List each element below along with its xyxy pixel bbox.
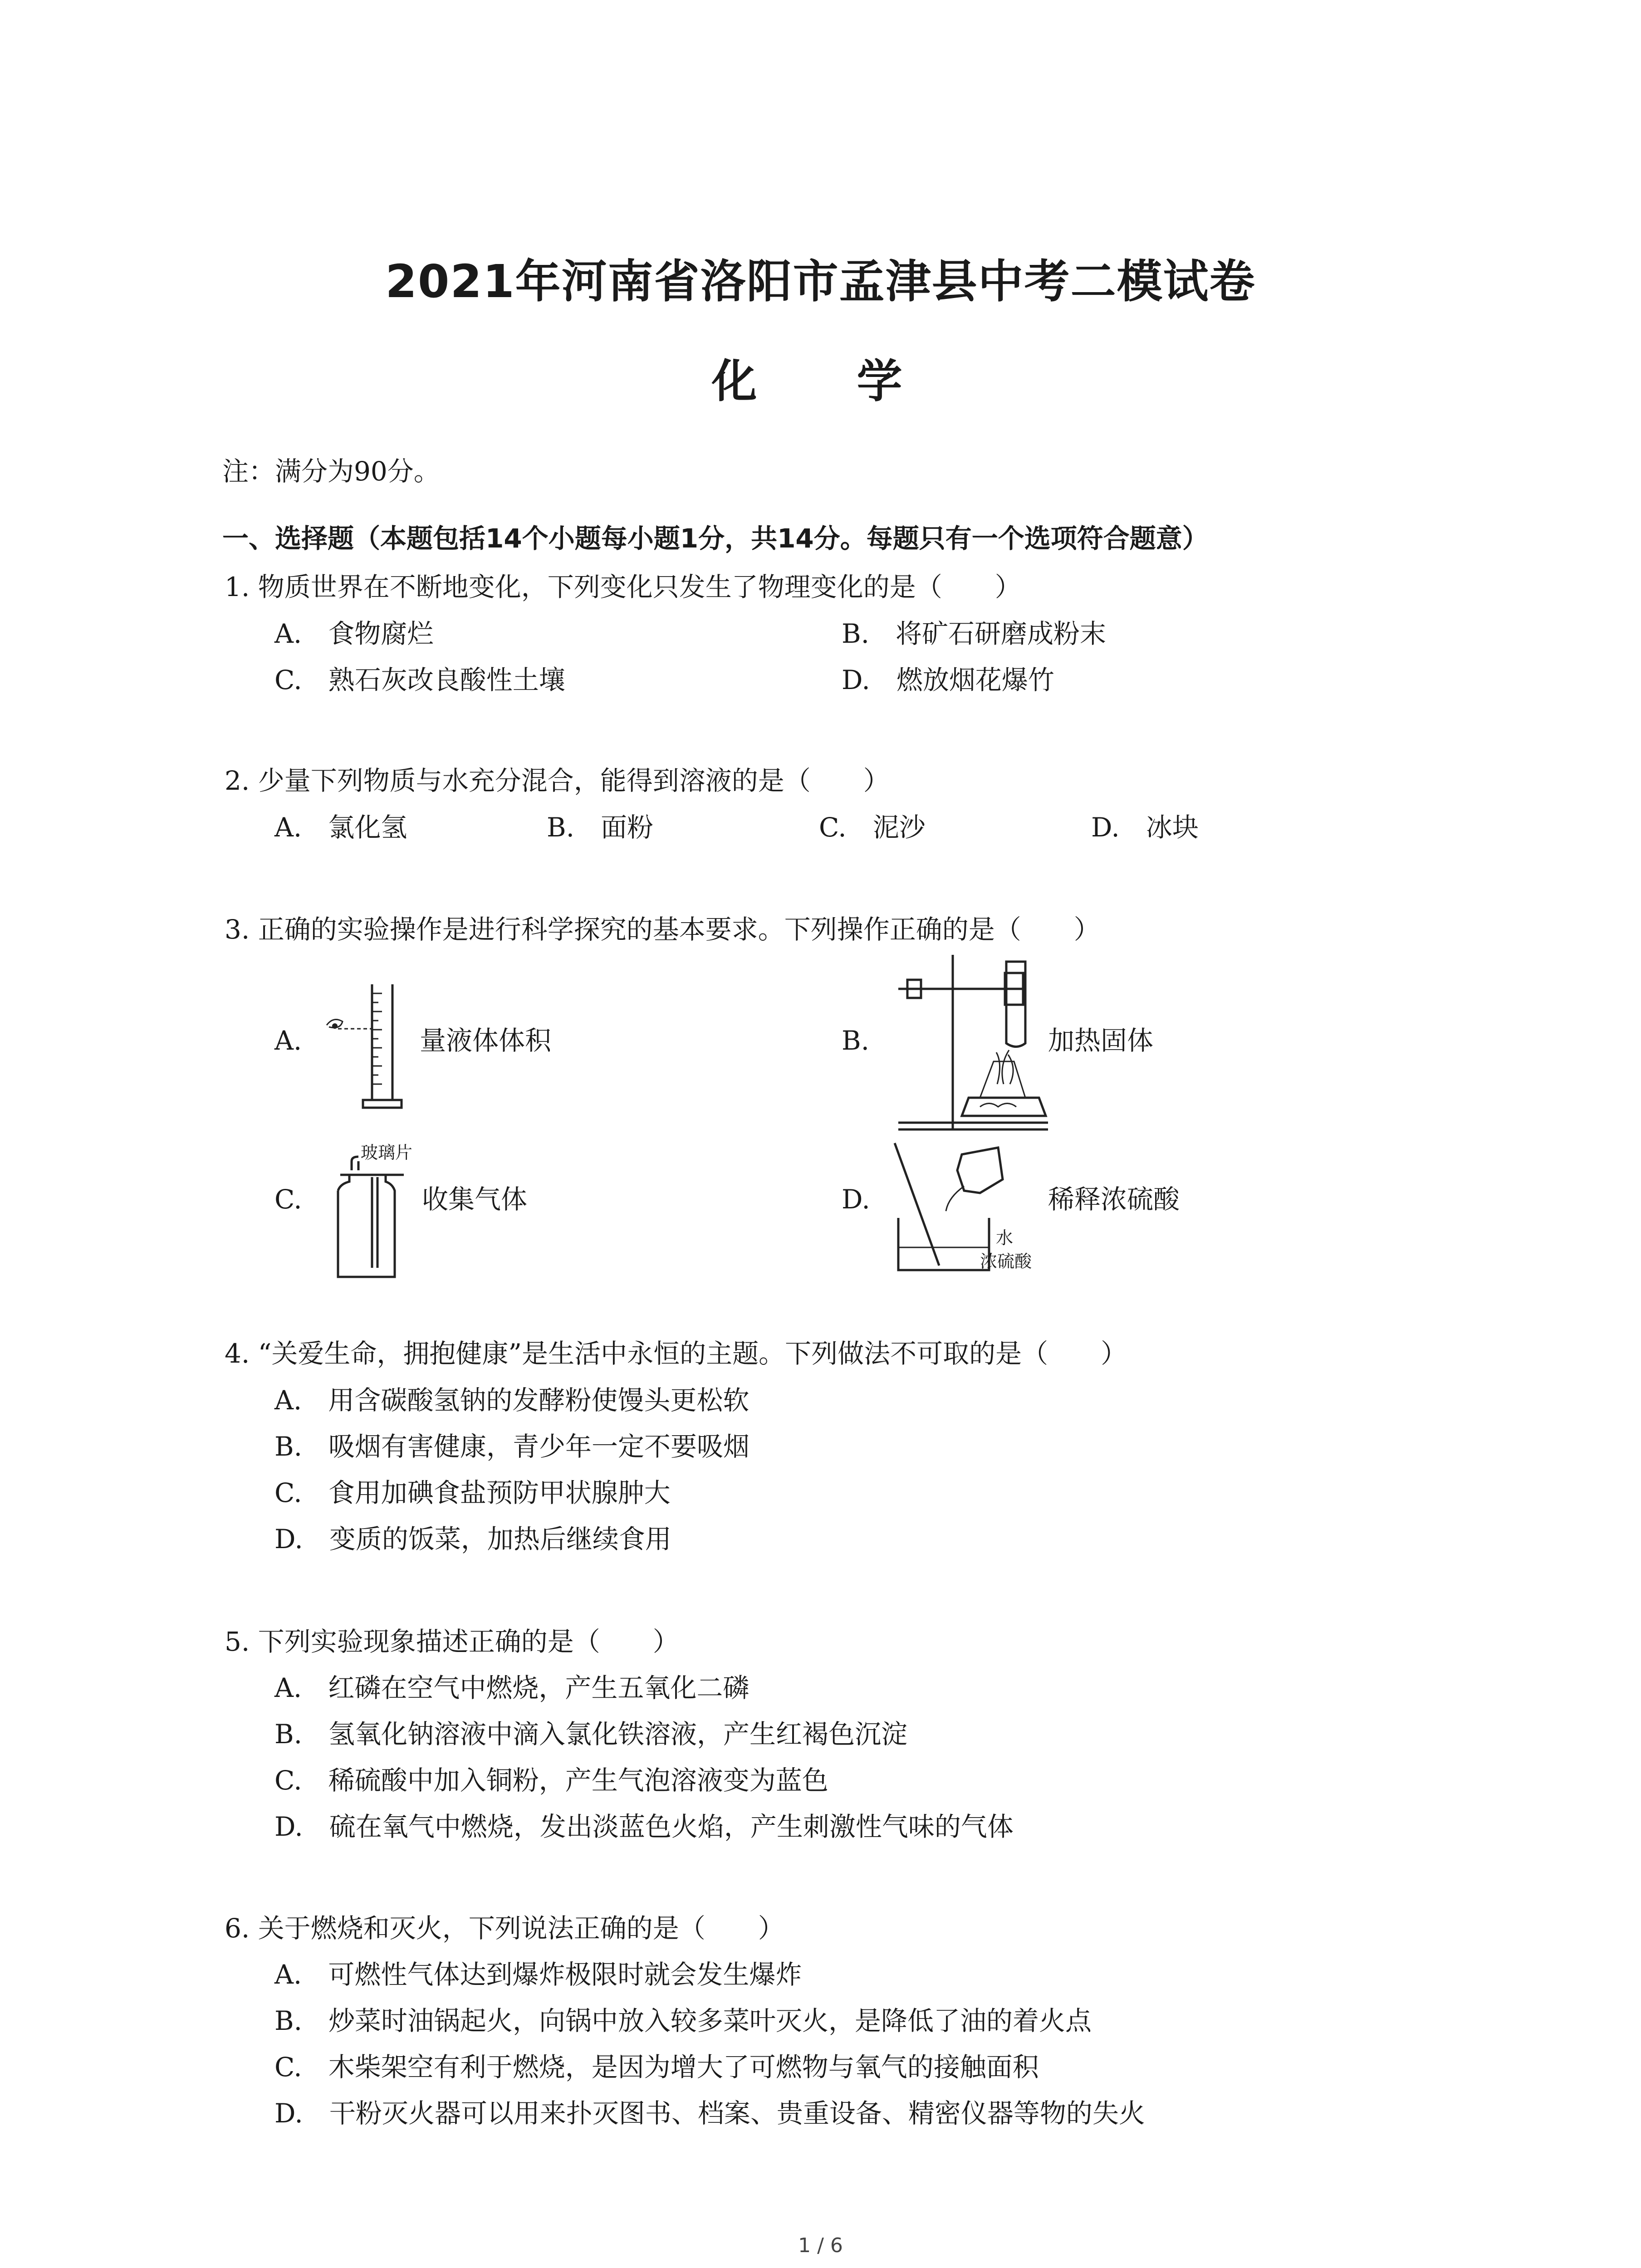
question-6-option-c: C. 木柴架空有利于燃烧，是因为增大了可燃物与氧气的接触面积 — [274, 2052, 1039, 2082]
section-heading: 一、选择题（本题包括14个小题每小题1分，共14分。每题只有一个选项符合题意） — [222, 523, 1209, 554]
question-3-stem: 3. 正确的实验操作是进行科学探究的基本要求。下列操作正确的是（ ） — [225, 914, 1100, 945]
question-3-option-c-caption: 收集气体 — [422, 1184, 528, 1215]
question-4-option-b: B. 吸烟有害健康，青少年一定不要吸烟 — [274, 1431, 750, 1462]
water-label: 水 — [996, 1228, 1014, 1248]
question-1-option-c: C. 熟石灰改良酸性土壤 — [274, 665, 565, 695]
question-3-option-d-caption: 稀释浓硫酸 — [1048, 1184, 1180, 1215]
question-3-option-a-letter: A. — [274, 1025, 302, 1056]
question-6-option-b: B. 炒菜时油锅起火，向锅中放入较多菜叶灭火，是降低了油的着火点 — [274, 2005, 1092, 2036]
question-1-option-d: D. 燃放烟花爆竹 — [842, 665, 1054, 695]
question-5-stem: 5. 下列实验现象描述正确的是（ ） — [225, 1626, 679, 1657]
question-6-option-a: A. 可燃性气体达到爆炸极限时就会发生爆炸 — [274, 1959, 802, 1990]
question-4-option-a: A. 用含碳酸氢钠的发酵粉使馒头更松软 — [274, 1385, 749, 1416]
question-2-option-a: A. 氯化氢 — [274, 812, 407, 843]
heating-apparatus-figure — [889, 948, 1057, 1139]
question-3-option-c-letter: C. — [274, 1184, 302, 1215]
question-6-stem: 6. 关于燃烧和灭火，下列说法正确的是（ ） — [225, 1913, 784, 1944]
question-5-option-b: B. 氢氧化钠溶液中滴入氯化铁溶液，产生红褐色沉淀 — [274, 1719, 908, 1750]
dilution-figure — [889, 1143, 1062, 1279]
question-5-option-a: A. 红磷在空气中燃烧，产生五氧化二磷 — [274, 1672, 749, 1703]
question-3-option-b-letter: B. — [842, 1025, 870, 1056]
graduated-cylinder-figure — [318, 975, 417, 1111]
question-2-stem: 2. 少量下列物质与水充分混合，能得到溶液的是（ ） — [225, 765, 890, 796]
score-note: 注：满分为90分。 — [222, 456, 440, 487]
exam-subject: 化 学 — [711, 355, 930, 408]
question-5-option-c: C. 稀硫酸中加入铜粉，产生气泡溶液变为蓝色 — [274, 1765, 828, 1796]
question-3-option-b-caption: 加热固体 — [1048, 1025, 1154, 1056]
sulfuric-acid-label: 浓硫酸 — [980, 1251, 1032, 1271]
question-4-stem: 4. “关爱生命，拥抱健康”是生活中永恒的主题。下列做法不可取的是（ ） — [225, 1338, 1127, 1369]
gas-collection-bottle-figure — [318, 1157, 426, 1284]
question-6-option-d: D. 干粉灭火器可以用来扑灭图书、档案、贵重设备、精密仪器等物的失火 — [274, 2098, 1145, 2129]
question-3-option-a-caption: 量液体体积 — [420, 1025, 552, 1056]
page-number: 1 / 6 — [798, 2234, 843, 2257]
question-1-option-b: B. 将矿石研磨成粉末 — [842, 618, 1107, 649]
question-5-option-d: D. 硫在氧气中燃烧，发出淡蓝色火焰，产生刺激性气味的气体 — [274, 1811, 1014, 1842]
question-1-stem: 1. 物质世界在不断地变化，下列变化只发生了物理变化的是（ ） — [225, 572, 1021, 602]
glass-plate-label: 玻璃片 — [361, 1143, 413, 1163]
question-4-option-c: C. 食用加碘食盐预防甲状腺肿大 — [274, 1477, 671, 1508]
question-3-option-d-letter: D. — [842, 1184, 870, 1215]
question-2-option-c: C. 泥沙 — [819, 812, 926, 843]
question-1-option-a: A. 食物腐烂 — [274, 618, 434, 649]
question-2-option-b: B. 面粉 — [547, 812, 654, 843]
question-2-option-d: D. 冰块 — [1091, 812, 1199, 843]
exam-title: 2021年河南省洛阳市孟津县中考二模试卷 — [385, 255, 1256, 308]
question-4-option-d: D. 变质的饭菜，加热后继续食用 — [274, 1524, 671, 1554]
